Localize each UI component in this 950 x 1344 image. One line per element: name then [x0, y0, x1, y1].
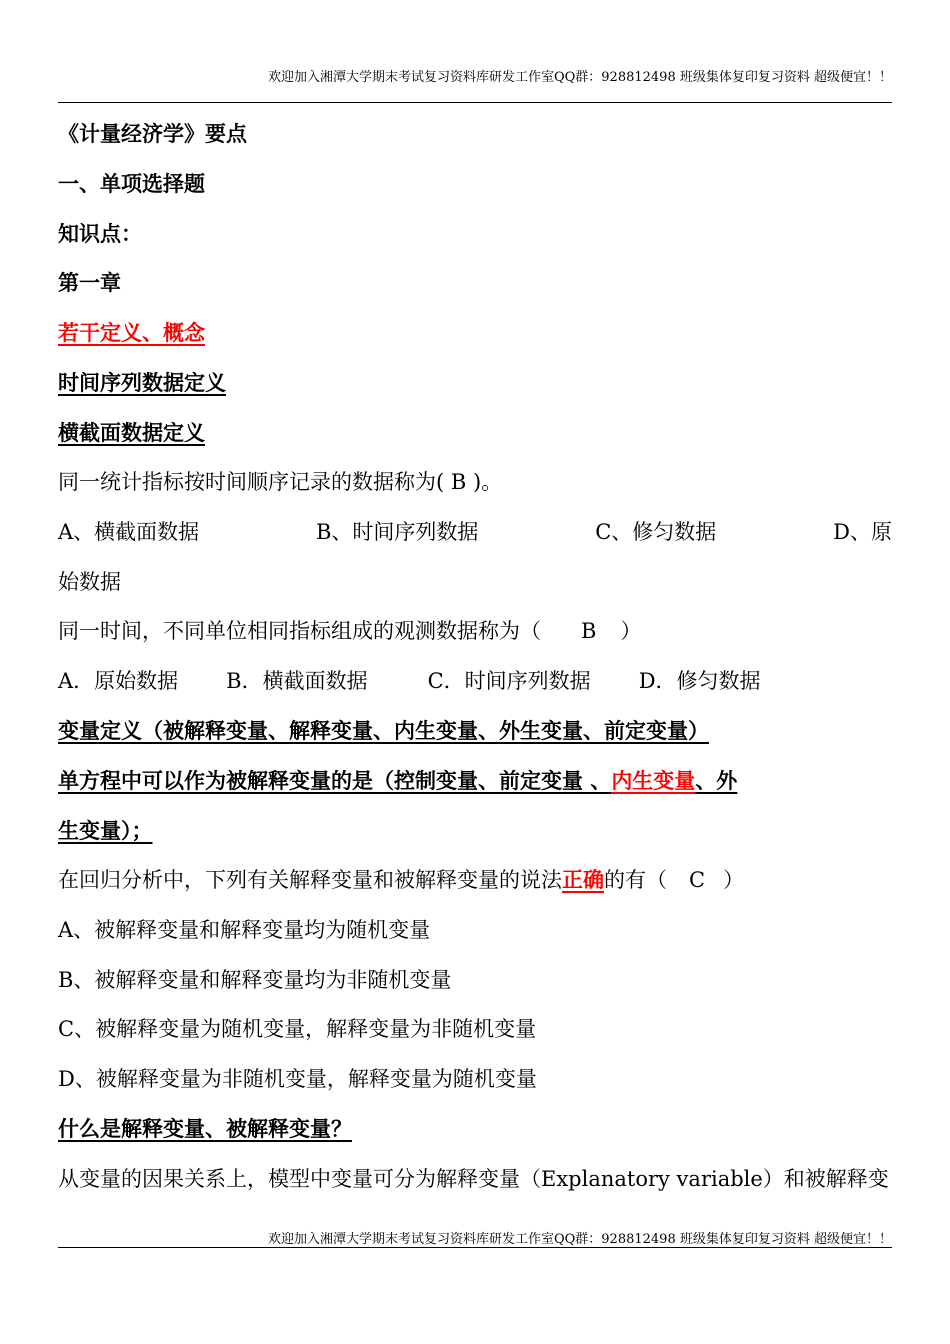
- q1-stem-post: )。: [473, 470, 503, 494]
- concepts-line: [58, 319, 892, 347]
- q2-answer: B: [581, 619, 597, 643]
- q2-option-d: D．修匀数据: [638, 669, 761, 693]
- doc-title: 《计量经济学》要点: [58, 122, 247, 146]
- q2-option-b: B．横截面数据: [226, 669, 368, 693]
- single-eq-post: 、外: [695, 769, 738, 793]
- q2-stem-post: ）: [620, 619, 642, 643]
- q1-option-c: C、修匀数据: [595, 520, 717, 544]
- question-2-stem: [58, 617, 892, 645]
- cross-section-line: [58, 419, 892, 447]
- var-def-heading: 变量定义（被解释变量、解释变量、内生变量、外生变量、前定变量）: [58, 719, 709, 743]
- q2-option-a: A．原始数据: [58, 669, 179, 693]
- q3-option-d: D、被解释变量为非随机变量，解释变量为随机变量: [58, 1067, 537, 1091]
- q2-stem-pre: 同一时间，不同单位相同指标组成的观测数据称为（: [58, 619, 541, 643]
- single-eq-line-2: [58, 817, 892, 845]
- q3-stem-pre: 在回归分析中，下列有关解释变量和被解释变量的说法: [58, 868, 562, 892]
- question-3-stem: [58, 866, 892, 894]
- what-is-line: [58, 1115, 892, 1143]
- question-2-options: [58, 667, 892, 695]
- footer-rule: [58, 1247, 892, 1248]
- cross-section-heading: 横截面数据定义: [58, 421, 205, 445]
- q3-stem-mid: 的有（: [604, 868, 667, 892]
- single-eq-pre: 单方程中可以作为被解释变量的是（控制变量、前定变量 、: [58, 769, 612, 793]
- q3-stem-post: ）: [723, 868, 745, 892]
- time-series-line: [58, 369, 892, 397]
- header-rule: [58, 102, 892, 103]
- single-eq-line-1: [58, 767, 892, 795]
- q3-option-b: B、被解释变量和解释变量均为非随机变量: [58, 968, 452, 992]
- q3-option-a: A、被解释变量和解释变量均为随机变量: [58, 918, 431, 942]
- q2-option-c: C．时间序列数据: [427, 669, 591, 693]
- page-header: 欢迎加入湘潭大学期末考试复习资料库研发工作室QQ群：928812498 班级集体复印复习资料 超级便宜！！: [267, 70, 892, 85]
- time-series-heading: 时间序列数据定义: [58, 371, 226, 395]
- section-heading: 一、单项选择题: [58, 172, 205, 196]
- q1-option-a: A、横截面数据: [58, 520, 200, 544]
- single-eq-red: 内生变量: [611, 769, 696, 793]
- body-paragraph: 从变量的因果关系上，模型中变量可分为解释变量（Explanatory variable）和被解释变: [58, 1167, 889, 1191]
- question-1-stem: [58, 468, 892, 496]
- knowledge-label: 知识点：: [58, 222, 142, 246]
- q1-option-d-wrap: 始数据: [58, 570, 121, 594]
- q1-stem-pre: 同一统计指标按时间顺序记录的数据称为(: [58, 470, 445, 494]
- concepts-heading: 若干定义、概念: [58, 321, 205, 345]
- question-1-options: [58, 518, 892, 546]
- q1-answer: B: [450, 470, 467, 494]
- q1-option-b: B、时间序列数据: [315, 520, 479, 544]
- q3-answer: C: [689, 868, 706, 892]
- var-def-line: [58, 717, 892, 745]
- what-is-heading: 什么是解释变量、被解释变量？: [58, 1117, 352, 1141]
- page-footer: 欢迎加入湘潭大学期末考试复习资料库研发工作室QQ群：928812498 班级集体复印复习资料 超级便宜！！: [267, 1232, 892, 1247]
- chapter-heading: 第一章: [58, 271, 121, 295]
- q1-option-d: D、原: [833, 520, 892, 544]
- q3-option-c: C、被解释变量为随机变量，解释变量为非随机变量: [58, 1017, 537, 1041]
- single-eq-line2: 生变量）；: [58, 819, 153, 843]
- q3-stem-red: 正确: [562, 868, 604, 892]
